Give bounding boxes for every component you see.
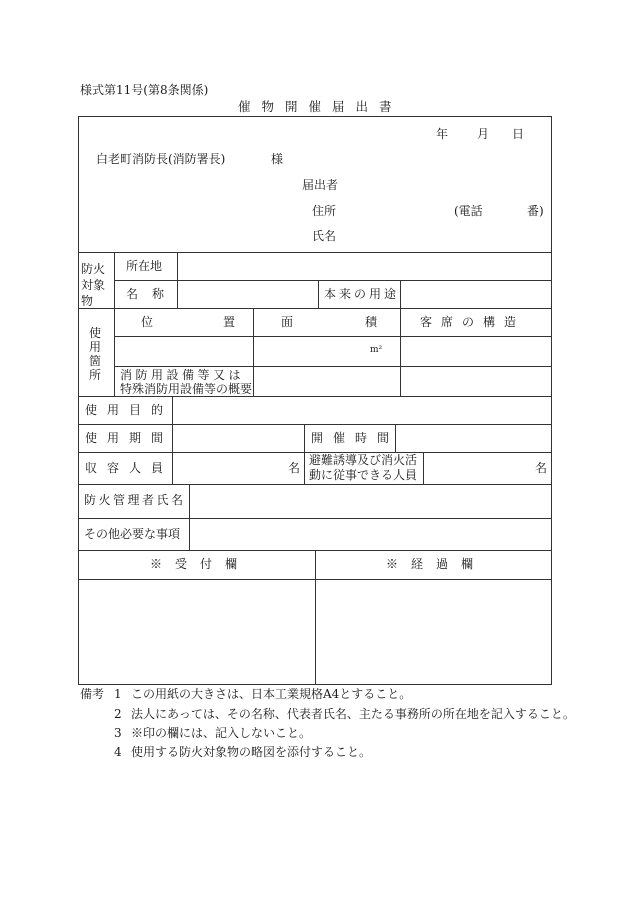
form-title [238, 99, 403, 114]
notes-label: 備考 [80, 687, 105, 701]
name-label: 氏名 [312, 229, 337, 243]
usage-place-label: 使用箇所 [89, 326, 102, 382]
note-number: 4 [114, 745, 122, 759]
other-label: その他必要な事項 [84, 527, 181, 541]
equipment-label-2: 特殊消防用設備等の概要 [120, 382, 253, 396]
note-text: この用紙の大きさは、日本工業規格A4とすること。 [131, 687, 412, 701]
capacity-unit: 名 [288, 461, 301, 475]
rule [78, 308, 552, 309]
rule [114, 366, 552, 367]
purpose-label: 使用目的 [85, 403, 174, 417]
note-number: 2 [114, 707, 122, 721]
form-title-text: 催物開催届出書 [238, 99, 403, 114]
name-field-label: 名称 [126, 287, 179, 301]
event-time-label: 開催時間 [311, 431, 400, 445]
reception-label: ※受付欄 [150, 557, 251, 571]
phone-close: 番) [527, 204, 544, 218]
period-label: 使用期間 [85, 431, 174, 445]
rule [189, 484, 190, 550]
rule [78, 424, 552, 425]
evac-label-1: 避難誘導及び消火活 [309, 453, 418, 467]
fire-object-label: 防火対象物 [81, 262, 106, 308]
rule [78, 484, 552, 485]
recipient: 白老町消防長(消防署長) [96, 152, 226, 166]
rule [114, 280, 552, 281]
seating-label: 客席の構造 [420, 315, 526, 329]
address-label: 住所 [312, 204, 337, 218]
date-day: 日 [512, 127, 525, 141]
equipment-label-1: 消防用設備等又は [120, 368, 245, 382]
form-number: 様式第11号(第8条関係) [80, 83, 209, 97]
evac-label-2: 動に従事できる人員 [309, 468, 418, 482]
note-number: 3 [114, 726, 122, 740]
note-text: 法人にあっては、その名称、代表者氏名、主たる事務所の所在地を記入すること。 [131, 707, 575, 721]
rule [114, 252, 115, 396]
original-use-label: 本来の用途 [324, 287, 400, 301]
notifier-label: 届出者 [302, 178, 339, 192]
rule [318, 280, 319, 308]
position-label: 位置 [141, 315, 306, 329]
rule [315, 550, 316, 685]
note-number: 1 [114, 687, 122, 701]
note-text: ※印の欄には、記入しないこと。 [131, 726, 312, 740]
rule [114, 336, 552, 337]
rule [304, 424, 305, 484]
fire-manager-label: 防火管理者氏名 [84, 493, 186, 507]
progress-label: ※経過欄 [386, 557, 487, 571]
area-label: 面積 [281, 315, 450, 329]
location-label: 所在地 [126, 259, 163, 273]
area-unit: m² [370, 345, 383, 355]
rule [423, 452, 424, 484]
rule [78, 252, 552, 253]
rule [400, 280, 401, 308]
note-text: 使用する防火対象物の略図を添付すること。 [131, 745, 372, 759]
honorific: 様 [271, 152, 284, 166]
evac-unit: 名 [535, 461, 548, 475]
date-year: 年 [436, 127, 449, 141]
capacity-label: 収容人員 [85, 461, 174, 475]
rule [78, 518, 552, 519]
date-month: 月 [477, 127, 490, 141]
rule [78, 396, 552, 397]
phone-open: (電話 [454, 204, 483, 218]
